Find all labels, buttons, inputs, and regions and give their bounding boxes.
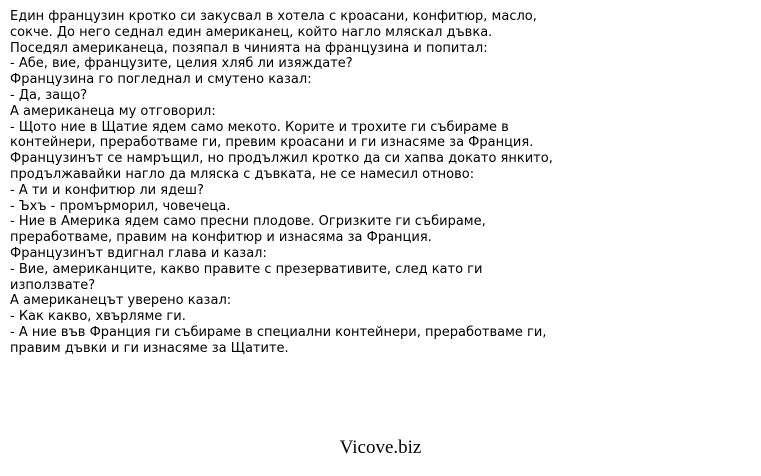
text-line-5: Французина го погледнал и смутено казал: (10, 72, 312, 88)
text-line-15: преработваме, правим на конфитюр и изнасяма за Франция. (10, 230, 432, 246)
text-line-3: Поседял американеца, позяпал в чинията на французина и попитал: (10, 40, 488, 56)
text-line-8: - Щото ние в Щатие ядем само мекото. Корите и трохите ги събираме в (10, 119, 509, 135)
text-line-11: продължавайки нагло да мляска с дъвката, не се намесил отново: (10, 166, 475, 182)
text-line-16: Французинът вдигнал глава и казал: (10, 245, 267, 261)
text-line-6: - Да, защо? (10, 87, 88, 103)
text-line-21: - А ние във Франция ги събираме в специални контейнери, преработваме ги, (10, 324, 547, 340)
text-line-13: - Ъхъ - промърморил, човечеца. (10, 198, 231, 214)
text-line-20: - Как какво, хвърляме ги. (10, 309, 186, 325)
text-line-7: А американеца му отговорил: (10, 103, 216, 119)
text-line-2: сокче. До него седнал един американец, който нагло мляскал дъвка. (10, 24, 493, 40)
text-line-9: контейнери, преработваме ги, превим кроасани и ги изнасяме за Франция. (10, 135, 534, 151)
text-line-17: - Вие, американците, какво правите с презервативите, след като ги (10, 261, 483, 277)
text-line-19: А американецът уверено казал: (10, 293, 232, 309)
text-line-18: използвате? (10, 277, 96, 293)
text-line-14: - Ние в Америка ядем само пресни плодове. Огризките ги събираме, (10, 214, 486, 230)
text-line-10: Французинът се намръщил, но продължил кротко да си хапва докато янкито, (10, 151, 553, 167)
text-line-12: - А ти и конфитюр ли ядеш? (10, 182, 204, 198)
joke-text (10, 9, 755, 357)
text-line-4: - Абе, вие, французите, целия хляб ли изяждате? (10, 56, 353, 72)
text-line-22: правим дъвки и ги изнасяме за Щатите. (10, 340, 289, 356)
text-line-1: Един французин кротко си закусвал в хотела с кроасани, конфитюр, масло, (10, 9, 537, 24)
site-watermark: Vicove.biz (339, 437, 422, 458)
